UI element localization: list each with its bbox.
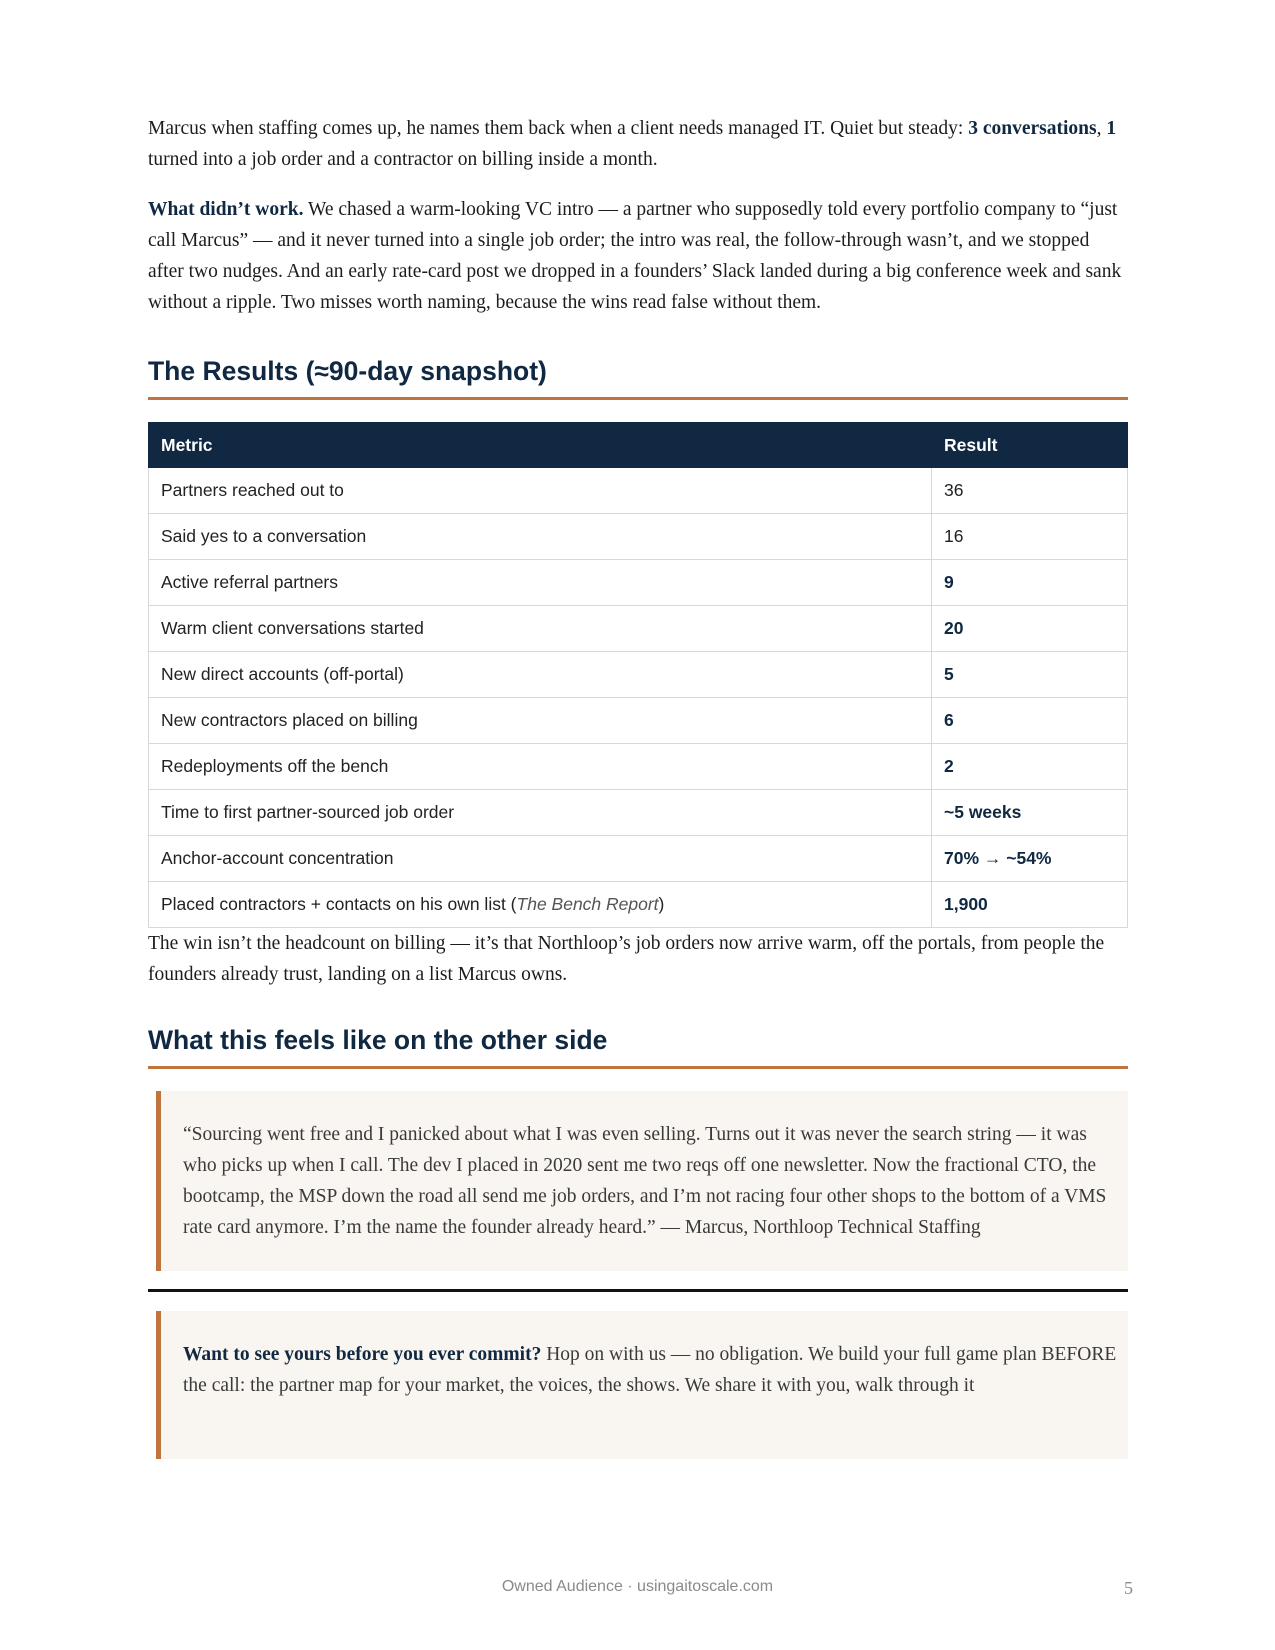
table-header-row <box>149 423 1128 468</box>
results-table <box>148 422 1128 928</box>
intro-text-end: turned into a job order and a contractor on billing inside a month. <box>148 149 658 170</box>
cta-text <box>183 1339 1118 1401</box>
job-order-count: 1 <box>1106 118 1117 139</box>
what-didnt-work-paragraph <box>148 194 1128 318</box>
result-cell: 16 <box>932 514 1128 560</box>
metric-text-end: ) <box>658 894 665 914</box>
result-cell: 5 <box>932 652 1128 698</box>
table-row <box>149 468 1128 514</box>
table-row <box>149 698 1128 744</box>
metric-cell: Anchor-account concentration <box>149 836 932 882</box>
result-cell: 70% → ~54% <box>932 836 1128 882</box>
metric-column-header: Metric <box>149 423 932 468</box>
metric-text: Placed contractors + contacts on his own list ( <box>161 894 517 914</box>
table-row <box>149 606 1128 652</box>
cta-callout <box>156 1311 1128 1459</box>
page-footer: Owned Audience · usingaitoscale.com <box>501 1578 774 1595</box>
what-didnt-work-lead: What didn’t work. <box>148 199 304 220</box>
testimonial-quote <box>156 1091 1128 1271</box>
cta-lead: Want to see yours before you ever commit? <box>183 1344 542 1365</box>
metric-cell: Time to first partner-sourced job order <box>149 790 932 836</box>
table-row <box>149 882 1128 928</box>
table-row <box>149 836 1128 882</box>
result-cell: 9 <box>932 560 1128 606</box>
quote-text: “Sourcing went free and I panicked about what I was even selling. Turns out it was never the search string — it was who picks up when I call. The dev I placed in 2020 sent me two reqs off one newsletter. Now the fractional CTO, the bootcamp, the MSP down the road all send me job orders, and I’m not racing four other shops to the bottom of a VMS rate card anymore. I’m the name the founder already heard.” — Marcus, Northloop Technical Staffing <box>183 1124 1107 1238</box>
table-row <box>149 514 1128 560</box>
metric-cell: Active referral partners <box>149 560 932 606</box>
result-cell: 1,900 <box>932 882 1128 928</box>
results-summary: The win isn’t the headcount on billing — it’s that Northloop’s job orders now arrive warm, off the portals, from people the founders already trust, landing on a list Marcus owns. <box>148 933 1105 985</box>
other-side-heading: What this feels like on the other side <box>148 1025 1128 1069</box>
result-column-header: Result <box>932 423 1128 468</box>
page-number: 5 <box>1124 1578 1133 1598</box>
what-didnt-work-text: We chased a warm-looking VC intro — a partner who supposedly told every portfolio company to “just call Marcus” — and it never turned into a single job order; the intro was real, the follow-through wasn’t, and we stopped after two nudges. And an early rate-card post we dropped in a founders’ Slack landed during a big conference week and sank without a ripple. Two misses worth naming, because the wins read false without them. <box>148 199 1122 313</box>
intro-separator: , <box>1096 118 1107 139</box>
intro-text: Marcus when staffing comes up, he names them back when a client needs managed IT. Quiet but steady: <box>148 118 969 139</box>
table-row <box>149 790 1128 836</box>
metric-cell: New direct accounts (off-portal) <box>149 652 932 698</box>
table-row <box>149 560 1128 606</box>
page-content <box>148 113 1128 1459</box>
table-row <box>149 744 1128 790</box>
table-row <box>149 652 1128 698</box>
metric-cell: Partners reached out to <box>149 468 932 514</box>
result-cell: 20 <box>932 606 1128 652</box>
result-cell: 36 <box>932 468 1128 514</box>
bench-report-title: The Bench Report <box>516 894 659 914</box>
metric-cell: New contractors placed on billing <box>149 698 932 744</box>
result-cell: 6 <box>932 698 1128 744</box>
results-heading: The Results (≈90-day snapshot) <box>148 356 1128 400</box>
section-divider <box>148 1289 1128 1292</box>
metric-cell: Redeployments off the bench <box>149 744 932 790</box>
metric-cell <box>149 882 932 928</box>
result-cell: 2 <box>932 744 1128 790</box>
conversations-count: 3 conversations <box>968 118 1097 139</box>
cta-body: Hop on with us — no obligation. We build your full game plan BEFORE the call: the partner map for your market, the voices, the shows. We share it with you, walk through it <box>183 1344 1117 1396</box>
intro-paragraph <box>148 113 1128 175</box>
metric-cell: Said yes to a conversation <box>149 514 932 560</box>
result-cell: ~5 weeks <box>932 790 1128 836</box>
metric-cell: Warm client conversations started <box>149 606 932 652</box>
